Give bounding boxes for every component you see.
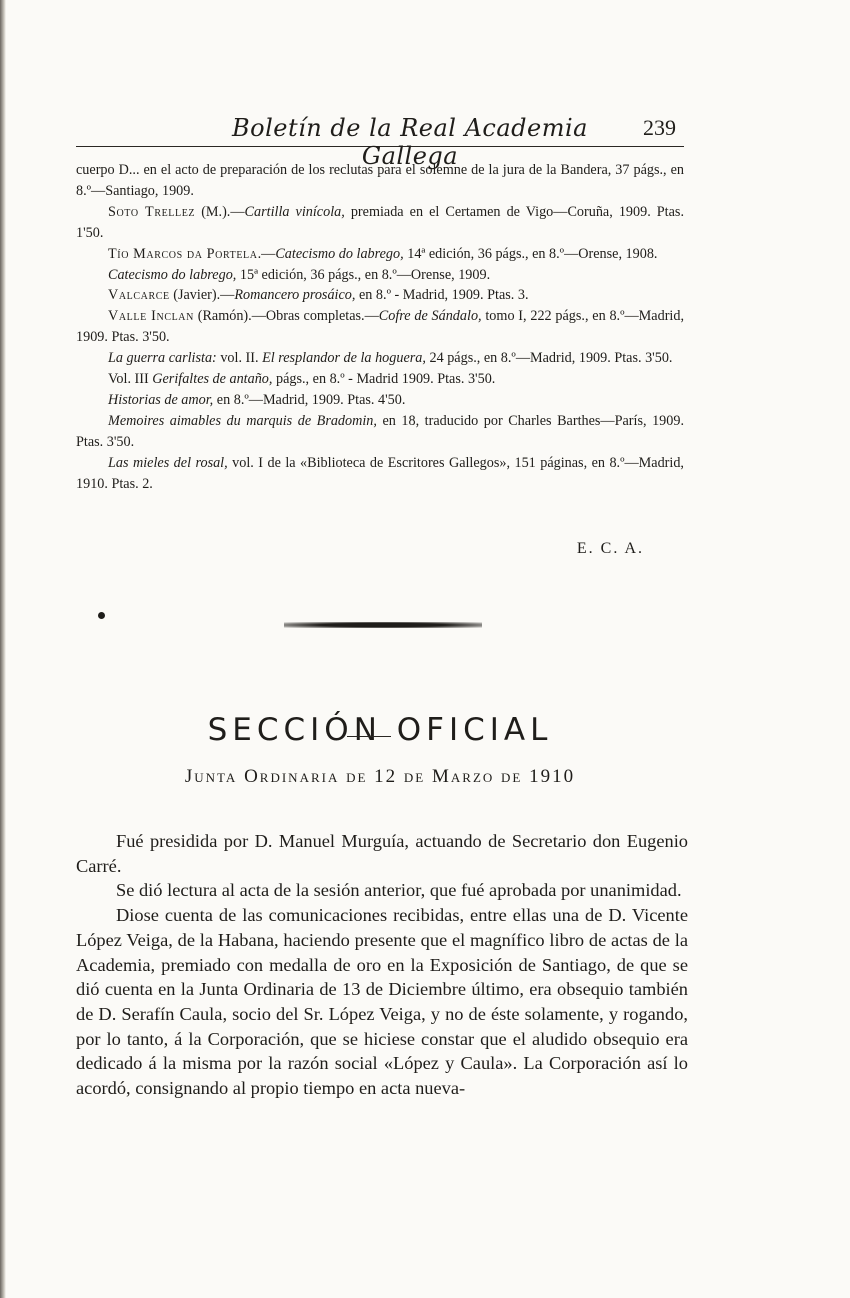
entry-text: en 8.º—Madrid, 1909. Ptas. 4'50. [213,391,406,408]
entry-text: 14ª edición, 36 págs., en 8.º—Orense, 1908. [403,245,658,262]
entry-text: premiada en el Certamen de Vigo—Coruña, 1909. Ptas. 1'50. [76,203,684,241]
entry-text: (Javier).— [169,287,235,304]
author-name: Tío Marcos da Portela [108,245,258,262]
entry-text: págs., en 8.º - Madrid 1909. Ptas. 3'50. [272,371,496,388]
entry-text: vol. II. [216,350,263,367]
bibliography-entry [76,285,684,306]
body-text [76,829,688,1101]
author-name: Soto Trellez [108,203,196,220]
work-title: Cartilla vinícola, [244,203,345,220]
bibliography-list [76,160,684,495]
entry-text: 15ª edición, 36 págs., en 8.º—Orense, 1909. [236,266,491,283]
body-paragraph: Diose cuenta de las comunicaciones recibidas, entre ellas una de D. Vicente López Veiga, de la Habana, haciendo presente que el magnífico libro de actas de la Academia, premiado con medalla de oro en la Exposición de Santiago, de que se dió cuenta en la Junta Ordinaria de 13 de Diciembre último, era obsequio también de D. Serafín Caula, socio del Sr. López Veiga, y no de éste solamente, y rogando, por lo tanto, á la Corporación, que se hiciese constar que el aludido obsequio era dedicado á la misma por la razón social «López y Caula». La Corporación así lo acordó, consignando al propio tiempo en acta nueva- [76,905,688,1099]
entry-text: cuerpo D... en el acto de preparación de los reclutas para el solemne de la jura de la Bandera, 37 págs., en 8.º—Santiago, 1909. [76,162,684,199]
work-title: El resplandor de la hoguera, [262,350,426,367]
author-name: Valcarce [108,287,170,304]
bibliography-entry [76,160,684,202]
running-title: Boletín de la Real Academia Gallega [232,114,588,170]
body-paragraph: Se dió lectura al acta de la sesión anterior, que fué aprobada por unanimidad. [116,880,682,901]
bibliography-entry [76,348,684,369]
work-title: Memoires aimables du marquis de Bradomin, [108,412,377,429]
work-title: Romancero prosáico, [234,287,356,304]
work-title: Catecismo do labrego, [275,245,404,262]
work-title: Catecismo do labrego, [108,266,237,283]
title-underline [347,736,391,737]
page-edge [0,0,6,1298]
entry-text: vol. I de la «Biblioteca de Escritores Gallegos», 151 páginas, en 8.º—Madrid, 1910. Ptas. 2. [76,454,684,492]
entry-text: en 8.º - Madrid, 1909. Ptas. 3. [355,287,529,304]
bibliography-entry [76,202,684,244]
work-title: Historias de amor, [108,391,214,408]
body-paragraph: Fué presidida por D. Manuel Murguía, actuando de Secretario don Eugenio Carré. [76,831,688,876]
meeting-heading: Junta Ordinaria de 12 de Marzo de 1910 [184,766,576,787]
page-number: 239 [643,115,676,140]
entry-text: 24 págs., en 8.º—Madrid, 1909. Ptas. 3'50. [425,350,673,367]
work-title: Las mieles del rosal, [108,454,228,471]
bibliography-entry [76,453,684,495]
entry-text: Vol. III [108,371,153,388]
bibliography-entry [76,369,684,390]
bibliography-entry [76,265,684,286]
entry-text: (M.).— [195,203,245,220]
running-head [76,112,684,170]
entry-text: .— [257,245,276,262]
ink-dot [98,612,105,619]
bibliography-entry [76,244,684,265]
bibliography-entry [76,390,684,411]
section-divider [284,622,482,628]
work-title: Cofre de Sándalo, [378,308,482,325]
entry-text: en 18, traducido por Charles Barthes—París, 1909. Ptas. 3'50. [76,412,684,450]
bibliography-entry [76,306,684,348]
author-name: Valle Inclan [108,308,194,325]
entry-text: tomo I, 222 págs., en 8.º—Madrid, 1909. Ptas. 3'50. [76,308,684,346]
work-title: Gerifaltes de antaño, [152,371,273,388]
section-title: SECCIÓN OFICIAL [207,711,553,748]
signature-initials: E. C. A. [576,540,644,557]
work-title: La guerra carlista: [108,350,217,367]
bibliography-entry [76,411,684,453]
entry-text: (Ramón).—Obras completas.— [193,308,379,325]
